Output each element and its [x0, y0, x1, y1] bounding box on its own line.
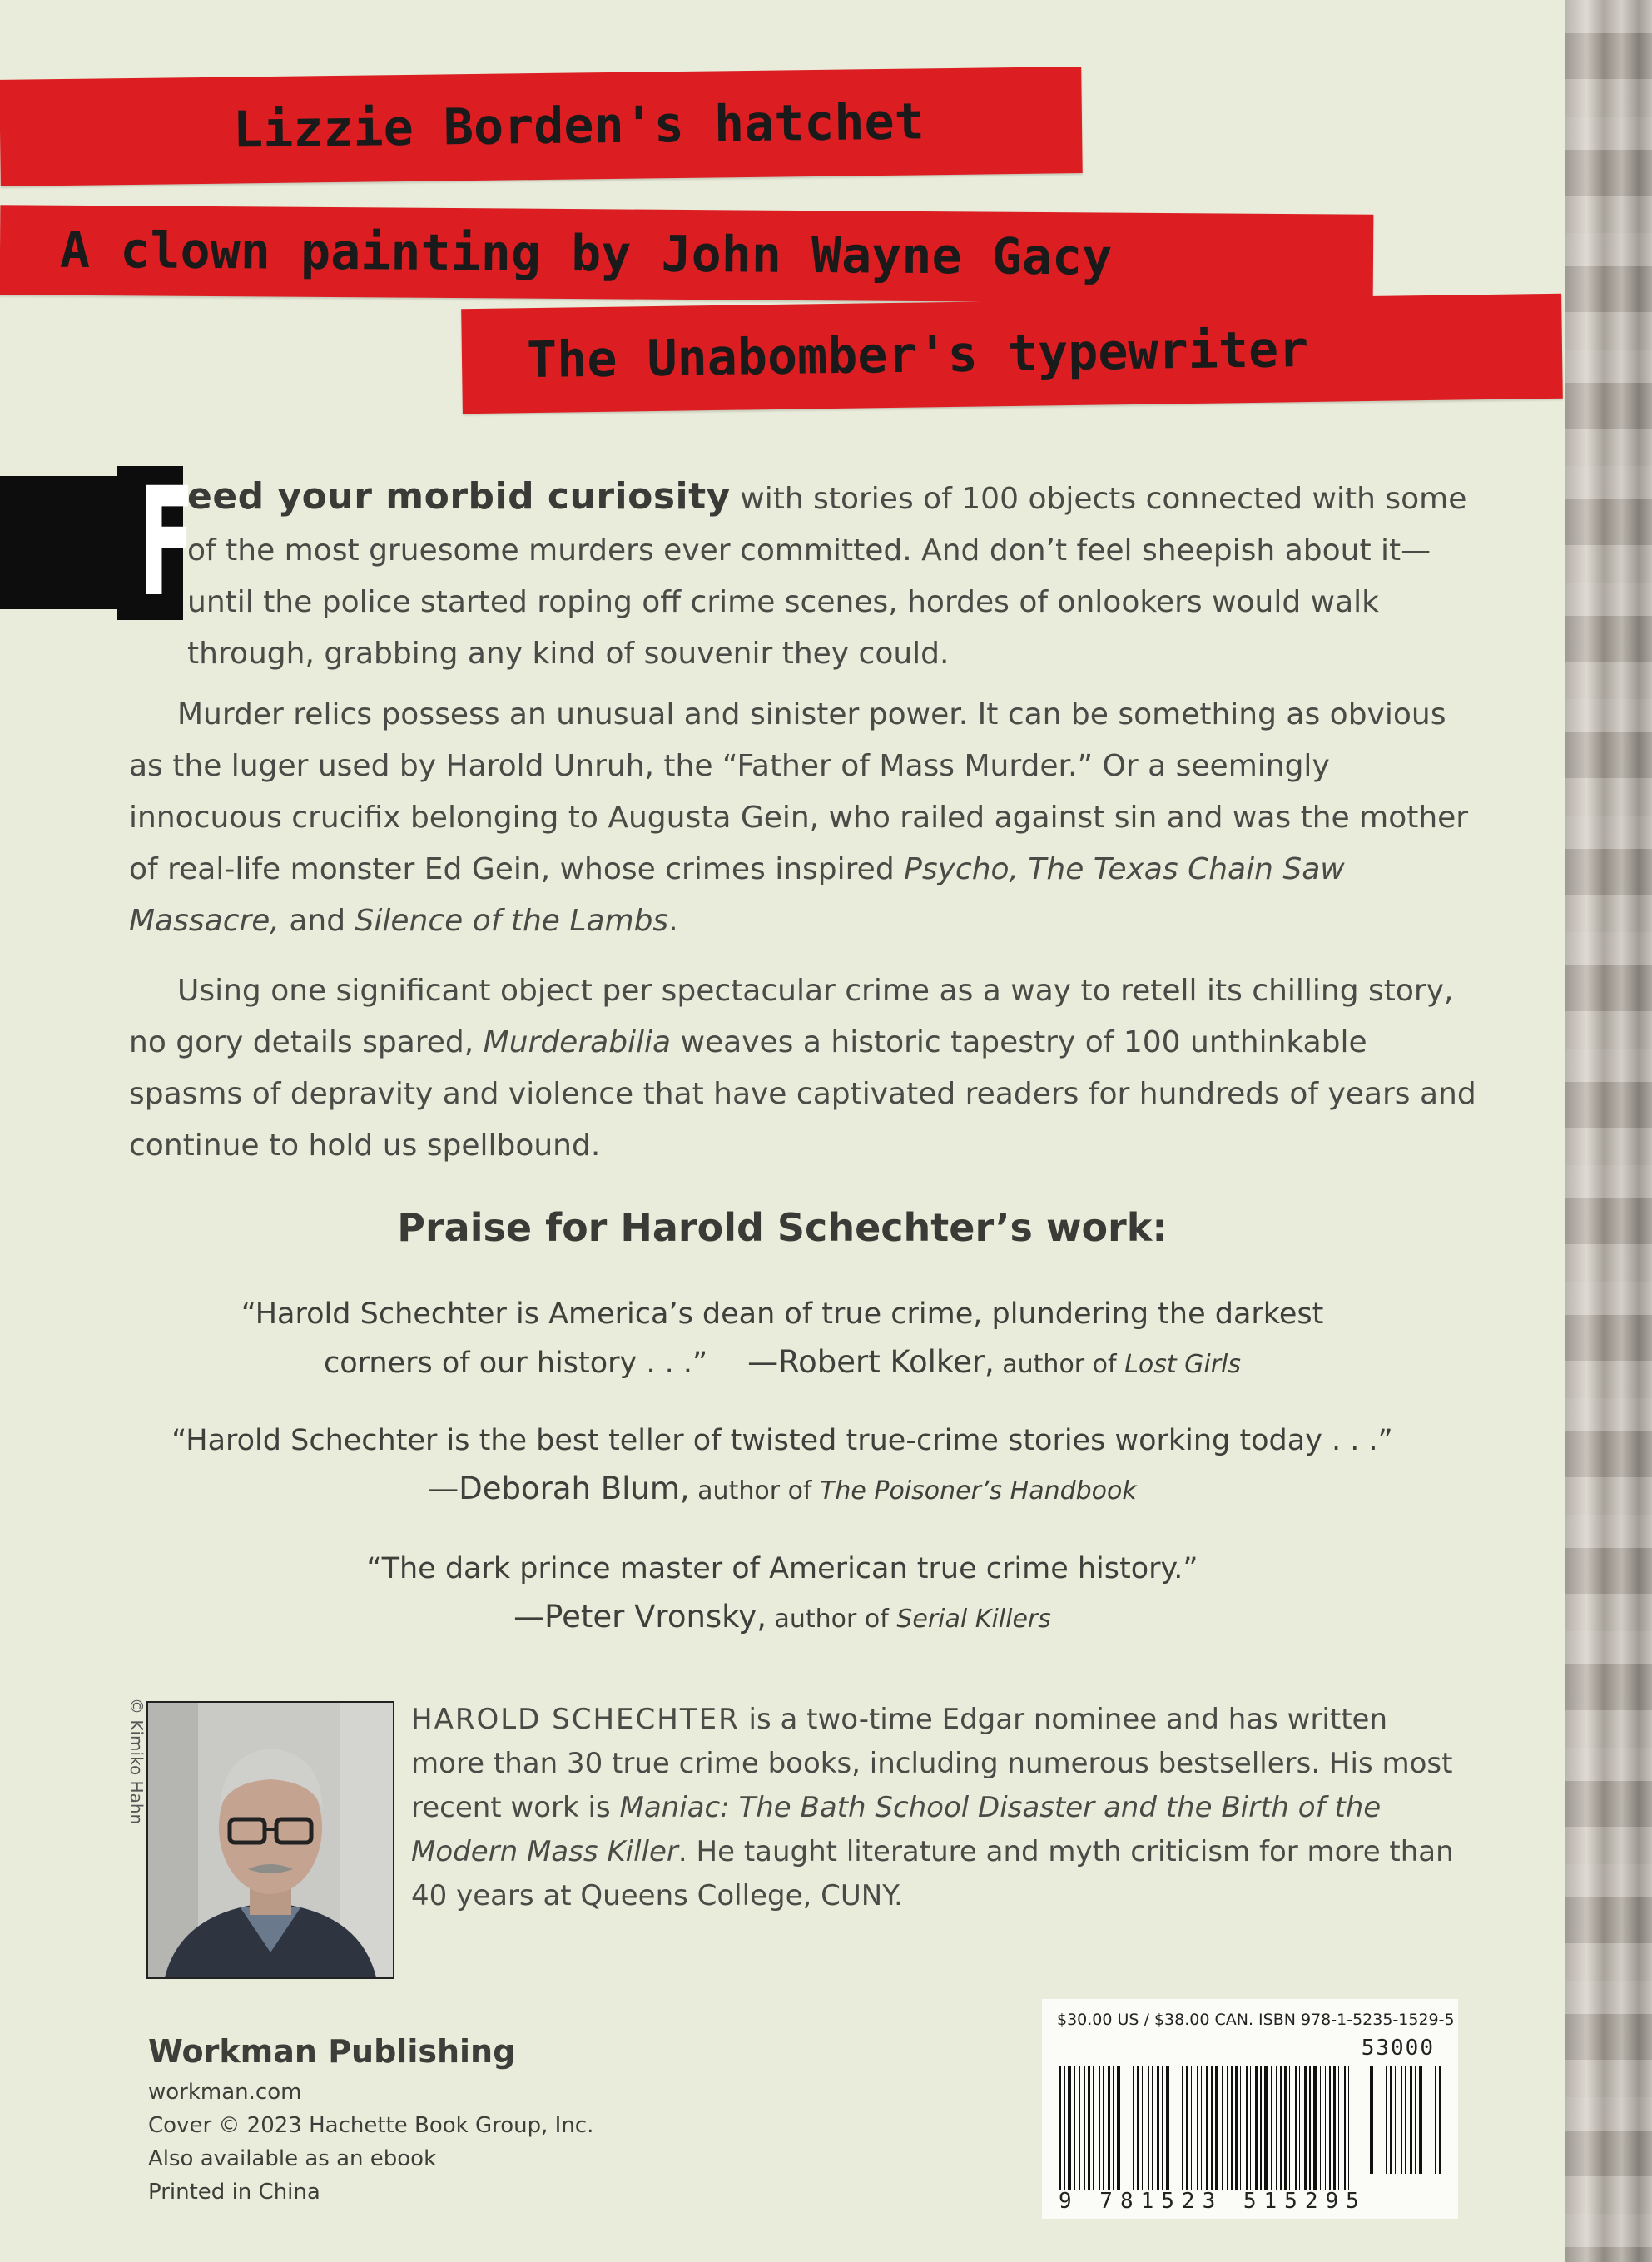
publisher-info [148, 2027, 593, 2209]
description-paragraph-1 [187, 471, 1486, 680]
author-portrait-icon [148, 1703, 393, 1977]
barcode-icon [1059, 2066, 1443, 2190]
praise-heading: Praise for Harold Schechter’s work: [397, 1205, 1168, 1250]
photo-credit: © Kimiko Hahn [127, 1698, 146, 1825]
price-code: 53000 [1361, 2036, 1435, 2061]
barcode-box [1042, 1999, 1458, 2219]
isbn-digits: 9 781523 515295 [1059, 2189, 1367, 2214]
publisher-ebook-note: Also available as an ebook [148, 2146, 437, 2171]
description-paragraph-2: Murder relics possess an unusual and sinister power. It can be something as obvious as the luger used by Harold Unruh, the “Father of Mass Murder.” Or a seemingly innocuous crucifix belonging to Augusta Gein, who railed against sin and was the mother of real-life monster Ed Gein, whose crimes inspired Psycho, The Texas Chain Saw Massacre, and Silence of the Lambs. [129, 697, 1469, 938]
praise-quote-1: “Harold Schechter is America’s dean of true crime, plundering the darkest corners of our history . . .” —Robert Kolker, author of Lost Girls [241, 1297, 1324, 1380]
author-name: HAROLD SCHECHTER [411, 1703, 740, 1736]
strip-text-1: Lizzie Borden's hatchet [232, 92, 925, 160]
plastic-wrap-edge [1565, 0, 1652, 2262]
author-bio: HAROLD SCHECHTER is a two-time Edgar nominee and has written more than 30 true crime books, including numerous bestsellers. His most recent work is Maniac: The Bath School Disaster and the Birth of the Modern Mass Killer. He taught literature and myth criticism for more than 40 years at Queens College, CUNY. [411, 1703, 1454, 1912]
publisher-website: workman.com [148, 2080, 302, 2105]
praise-quote-2: “Harold Schechter is the best teller of twisted true-crime stories working today . . .” —Deborah Blum, author of The Poisoner’s Handbook [171, 1424, 1393, 1506]
publisher-printed: Printed in China [148, 2180, 320, 2205]
author-photo [146, 1701, 394, 1979]
publisher-copyright: Cover © 2023 Hachette Book Group, Inc. [148, 2113, 594, 2138]
strip-text-2: A clown painting by John Wayne Gacy [59, 221, 1113, 287]
drop-cap: F [117, 466, 183, 620]
price-isbn-line: $30.00 US / $38.00 CAN. ISBN 978-1-5235-1529-5 [1057, 2011, 1455, 2029]
strip-text-3: The Unabomber's typewriter [526, 320, 1309, 390]
red-strip-2 [0, 205, 1373, 305]
lead-phrase: eed your morbid curiosity [187, 475, 731, 518]
praise-quote-3: “The dark prince master of American true crime history.” —Peter Vronsky, author of Serial Killers [366, 1552, 1198, 1634]
red-strip-1 [0, 67, 1083, 186]
publisher-name: Workman Publishing [148, 2033, 516, 2070]
red-strip-3 [461, 294, 1563, 414]
description-paragraph-3: Using one significant object per spectacular crime as a way to retell its chilling story, no gory details spared, Murderabilia weaves a historic tapestry of 100 unthinkable spasms of depravity and violence that have captivated readers for hundreds of years and continue to hold us spellbound. [129, 974, 1476, 1163]
para1-text: with stories of 100 objects connected with some of the most gruesome murders ever committed. And don’t feel sheepish about it—until the police started roping off crime scenes, hordes of onlookers would walk through, grabbing any kind of souvenir they could. [187, 482, 1467, 671]
